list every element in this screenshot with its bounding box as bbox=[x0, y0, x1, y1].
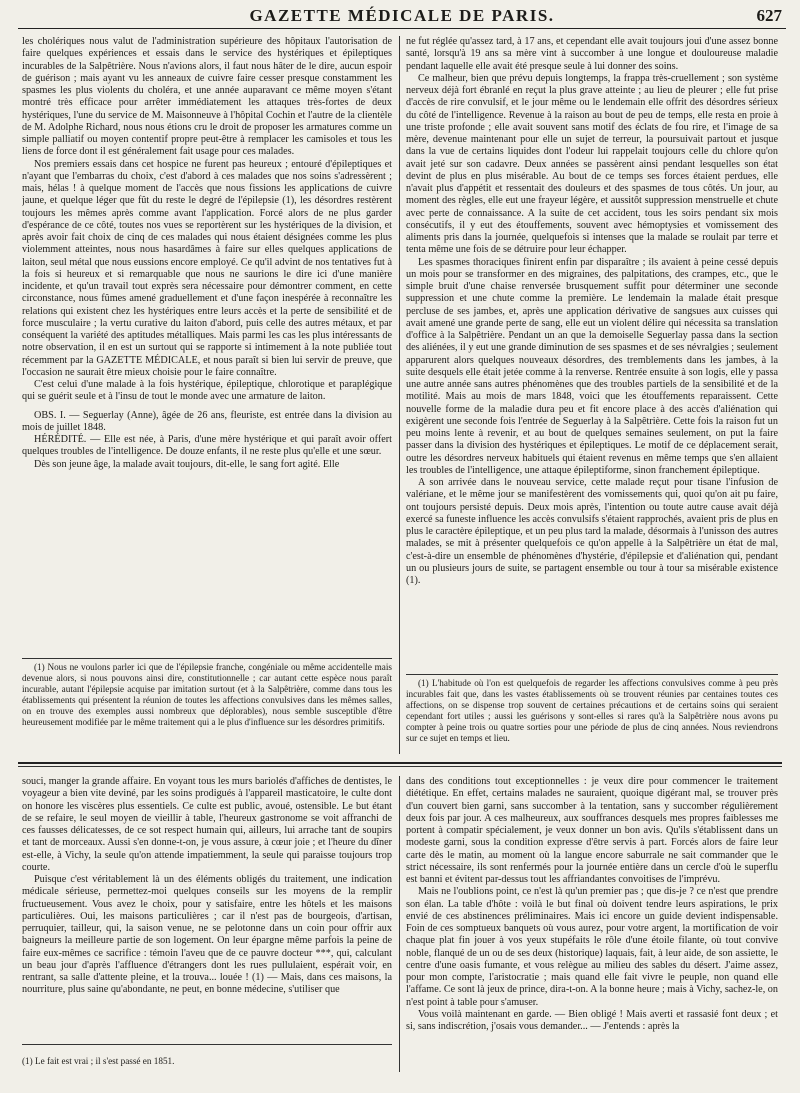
paragraph: souci, manger la grande affaire. En voyant tous les murs bariolés d'affiches de dentistes, le voyageur a bien vite deviné, par les soins prodigués à l'appareil masticatoire, le culte dont on honore les viscères plus essentiels. Ce culte est public, avoué, ostensible. Le but étant de se refaire, le seul moyen de vieillir à table, l'heureux gastronome se voit affranchi de ces fausses délicatesses, de ce sot respect humain qui, ailleurs, lui arrache tant de soupirs et tant de morceaux. Aussi s'en donne-t-on, je vous assure, à cœur joie ; et l'heure du dîner est-elle, à Vichy, la seule qu'on attende impatiemment, la seule qui paraisse toujours trop courte. bbox=[22, 776, 392, 873]
footnote: (1) Le fait est vrai ; il s'est passé en 1851. bbox=[22, 1056, 175, 1066]
section-separator-thin bbox=[18, 766, 782, 767]
section-separator bbox=[18, 762, 782, 764]
top-right-footnote bbox=[406, 678, 778, 754]
page-number: 627 bbox=[756, 6, 782, 25]
bottom-left-column bbox=[22, 776, 392, 1036]
bottom-right-column bbox=[406, 776, 778, 1072]
footnote-divider-bottom-left bbox=[22, 1044, 392, 1045]
top-left-footnote bbox=[22, 662, 392, 754]
paragraph: Mais ne l'oublions point, ce n'est là qu'un premier pas ; que dis-je ? ce n'est que prendre son élan. La table d'hôte : voilà le but final où doivent tendre leurs aspirations, le prix envié de ces abstinences préliminaires. Mais ici encore un guide devient indispensable. Foin de ces somptueux banquets où vous aurez, pour votre argent, la mortification de voir chaque plat fin jouer à vos yeux stupéfaits le rôle d'une étoile filante, où tout convive noble, flanqué de un ou de ses deux (historique) laquais, fait, à leur aide, de son assiette, le centre d'une oasis fumante, et vous relègue au milieu des sables du désert. J'aime assez, pour mon compte, l'aristocratie ; mais quand elle fait vivre le peuple, non quand elle l'affame. Ce sont là jeux de prince, dira-t-on. A la bonne heure ; mais à Vichy, sachez-le, on n'est point à table pour s'amuser. bbox=[406, 886, 778, 1008]
paragraph: ne fut réglée qu'assez tard, à 17 ans, et cependant elle avait toujours joui d'une assez bonne santé, lorsqu'à 19 ans sa mère vint à succomber à une longue et douloureuse maladie pendant laquelle elle avait été presque seule à lui donner des soins. bbox=[406, 36, 778, 72]
journal-title: GAZETTE MÉDICALE DE PARIS. bbox=[249, 6, 555, 25]
footnote: (1) Nous ne voulons parler ici que de l'épilepsie franche, congéniale ou même accidentelle mais devenue alors, si nous pouvons ainsi dire, constitutionnelle ; car autant cette espèce nous paraît incurable, autant l'épilepsie acquise par imitation surtout (et à la Salpêtrière, comme dans tous les établissements qui présentent la réunion de toutes les affections convulsives dans les mêmes salles, on en trouve des exemples aussi nombreux que déplorables), nous semble susceptible d'être heureusement modifiée par le même traitement qui a le plus d'influence sur les désordres primitifs. bbox=[22, 662, 392, 727]
paragraph: dans des conditions tout exceptionnelles : je veux dire pour commencer le traitement diététique. En effet, certains malades ne sauraient, quoique digérant mal, se trouver près d'un couvert bien garni, sans succomber à la tentation, sans y succomber régulièrement deux fois par jour. A ces malheureux, aux souffrances desquels mes propres faiblesses me portent à compatir spécialement, je veux donner un bon avis. Qu'ils s'établissent dans un modeste garni, sous la condition expresse d'être servis à part. Forcés alors de faire leur carte dès le matin, au moment où la langue encore saburrale ne sait commander que le strict nécessaire, ils sont renfermés pour la journée entière dans un cercle d'où le superflu est banni et évitent par-dessus tout les affriandantes convoitises de l'imprévu. bbox=[406, 776, 778, 885]
paragraph: Puisque c'est véritablement là un des éléments obligés du traitement, une indication médicale sérieuse, permettez-moi quelques conseils sur les moyens de la remplir fructueusement. Vous avez le choix, pour y satisfaire, entre les hôtels et les maisons particulières. Oui, les maisons particulières ; car il n'est pas de bourgeois, d'artisan, perruquier, tailleur, qui, la saison venue, ne se pelotonne dans un coin pour offrir aux baigneurs la meilleure partie de son logement. On leur épargne même parfois la peine de faire eux-mêmes ce sacrifice : témoin l'aveu que de ce pauvre docteur ***, qui, calculant un beau jour d'après l'affluence d'étrangers dont les rues pullulaient, espérait voir, en rentrant, sa salle d'attente pleine, et la trouva... louée ! (1) — Mais, dans ces maisons, la nourriture, plus saine qu'abondante, ne peut, en bonne médecine, s'utiliser que bbox=[22, 874, 392, 996]
column-divider-top bbox=[399, 36, 400, 754]
footnote: (1) L'habitude où l'on est quelquefois de regarder les affections convulsives comme à peu près incurables fait que, dans les vastes établissements où se trouvent réunies par centaines toutes ces affections, on se dispense trop souvent de certaines précautions et de certains soins qui seraient cependant fort utiles ; aussi les guérisons y sont-elles si rares qu'à la Salpêtrière nous avons pu compter à peine trois ou quatre sorties pour une période de plus de cinq années. Nous reviendrons sur ce sujet en temps et lieu. bbox=[406, 678, 778, 743]
observation-heading: OBS. I. — Seguerlay (Anne), âgée de 26 ans, fleuriste, est entrée dans la division au mois de juillet 1848. bbox=[22, 409, 392, 433]
bottom-left-footnote bbox=[22, 1056, 392, 1072]
paragraph: Ce malheur, bien que prévu depuis longtemps, la frappa très-cruellement ; son système nerveux déjà fort ébranlé en reçut la plus grave atteinte ; au lieu de pleurer ; elle fut prise d'accès de rire convulsif, et le jour même ou le lendemain elle offrit des désordres sérieux du côté de l'intelligence. Revenue à la raison au bout de peu de temps, elle resta en proie à une triste profonde ; elle avait souvent sans motif des éclats de fou rire, et l'image de sa mère, devenue maintenant pour elle un sujet de terreur, la poursuivait partout et jusque dans la vue de certains liquides dont l'odeur lui rappelait toujours celle du chlore qu'on avait jeté sur son cadavre. Deux années se passèrent ainsi pendant lesquelles son état devint de plus en plus misérable. Au bout de ce temps ses forces étaient perdues, elle n'avait plus d'appétit et ressentait des douleurs et des spasmes de tous côtés. Un jour, au moment des règles, elle eut une frayeur légère, et aussitôt suppression menstruelle et chute avec perte de connaissance. A la suite de cet accident, tous les soirs pendant six mois consécutifs, il y eut des étouffements, souvent avec hémoptysies et vomissement des aliments pris dans la journée, quelquefois si intenses que la malade se roulait par terre et tenta même une fois de se détruire pour leur échapper. bbox=[406, 72, 778, 256]
paragraph: Les spasmes thoraciques finirent enfin par disparaître ; ils avaient à peine cessé depuis un mois pour se transformer en des migraines, des palpitations, des crampes, etc., que le simple bruit d'une chaise renversée brusquement suffit pour déterminer une seconde suppression et une chute comme la première. Le lendemain la malade était presque percluse de ses jambes, et, après une application dérivative de sangsues aux cuisses qui avait amené une grande perte de sang, elle eut un violent délire qui nécessita sa translation d'office à la Salpêtrière. Pendant un an que la demoiselle Seguerlay passa dans la section des aliénées, il y eut une grande diminution de ses spasmes et de ses névralgies ; seulement apparurent alors quelques nouveaux désordres, des tremblements dans les jambes, à la suite desquels elle était jetée comme à la renverse. Rentrée ensuite à son logis, elle y passa une autre année sans autres phénomènes que des troubles partiels de la sensibilité et de la motilité. Mais au mois de mars 1848, voici que les étouffements reparaissent. Cette nouvelle forme de la maladie dura peu et fit encore place à des accès d'aliénation qui exigèrent une seconde fois l'entrée de Seguerlay à la Salpêtrière. Cette fois la raison fut un peu moins lente à revenir, et au bout de quelques semaines seulement, on put la faire passer dans la division des hystériques et épileptiques. Le motif de ce déplacement serait, outre les désordres nerveux habituels qui étaient revenus en même temps que s'en allaient les troubles de l'intelligence, une attaque épileptiforme, sinon franchement épileptique. bbox=[406, 256, 778, 476]
heredite-paragraph: HÉRÉDITÉ. — Elle est née, à Paris, d'une mère hystérique et qui paraît avoir offert quelques troubles de l'intelligence. De douze enfants, il ne reste plus qu'elle et une sœur. bbox=[22, 434, 392, 458]
column-divider-bottom bbox=[399, 776, 400, 1072]
footnote-divider-right bbox=[406, 674, 778, 675]
footnote-divider-left bbox=[22, 658, 392, 659]
paragraph: Vous voilà maintenant en garde. — Bien obligé ! Mais averti et rassasié font deux ; et si, sans indiscrétion, j'osais vous demander... — J'entends : après la bbox=[406, 1008, 778, 1032]
paragraph: les cholériques nous valut de l'administration supérieure des hôpitaux l'autorisation de faire quelques expériences et essais dans le service des hystériques et épileptiques incurables de la Salpêtrière. Nous n'avions alors, il faut nous hâter de le dire, aucun espoir de guérison ; mais ayant vu les anneaux de cuivre faire cesser presque constamment les spasmes les plus violents du choléra, et une année auparavant ce même moyen s'étant montré très efficace pour arrêter immédiatement les attaques très-fortes de deux hystériques, l'une du service de M. Maisonneuve à l'hôpital Cochin et l'autre de la clientèle de M. Adolphe Richard, nous nous étions cru le droit de proposer les armatures comme un simple palliatif ou moyen contentif propre peut-être à remplacer les camisoles et tous les liens de force dont il est généralement fait usage pour ces malades. bbox=[22, 36, 392, 158]
top-left-column bbox=[22, 36, 392, 657]
paragraph: Dès son jeune âge, la malade avait toujours, dit-elle, le sang fort agité. Elle bbox=[34, 458, 340, 470]
page-header bbox=[18, 4, 786, 29]
top-right-column bbox=[406, 36, 778, 673]
paragraph: A son arrivée dans le nouveau service, cette malade reçut pour tisane l'infusion de valériane, et le même jour se manifestèrent des vomissements qui, quoi qu'on ait pu faire, ont toujours persisté depuis. Deux mois après, l'intention ou toute autre cause avait déjà exercé sa funeste influence les accès convulsifs s'étaient rapprochés, avaient pris de plus en plus le caractère épileptique, et un peu plus tard la malade, désormais à l'unisson des autres malades, se mit à présenter quelquefois ce qu'on appelle à la Salpêtrière un état de mal, c'est-à-dire un ensemble de phénomènes d'hystérie, d'épilepsie et d'aliénation qui, pendant un ou plusieurs jours de suite, se partagent ensemble ou tour à tour sa misérable existence (1). bbox=[406, 477, 778, 586]
paragraph: Nos premiers essais dans cet hospice ne furent pas heureux ; entouré d'épileptiques et n'ayant que l'embarras du choix, c'est d'abord à ces malades que nos soins s'adressèrent ; mais, hélas ! à quelque moment de l'accès que nous fissions les applications de cuivre jaune, et quelque léger que fût du reste le degré de l'épilepsie (1), les désordres restèrent toujours les mêmes après comme avant l'application. Forcé alors de ne plus garder d'espérance de ce côté, toutes nos vues se reportèrent sur les hystériques de la division, et après avoir fait choix de cinq de ces malades qui nous étaient désignées comme les plus violemment atteintes, nous nous hasardâmes à faire sur elles quelques applications de laiton, seul métal que nous eussions encore employé. Ce qu'il advint de nos tentatives fut à la fois si heureux et si remarquable que nous ne saurions le dire ici d'une manière incidente, et qu'un travail tout exprès sera nécessaire pour démontrer comment, en cette circonstance, nous fûmes amené graduellement et d'une façon inespérée à reconnaître les relations qui existent chez les hystériques entre leurs accès et la perte de sensibilité et de force musculaire ; la vertu curative du laiton d'abord, puis celle des autres métaux, et par conséquent la variété des aptitudes métalliques. Mais parmi les cas les plus intéressants de notre observation, il en est un surtout qui se rapporte si intimement à la note publiée tout récemment par la GAZETTE MÉDICALE, et nous paraît si bien lui servir de preuve, que l'occasion ne saurait être mieux choisie pour le faire connaître. bbox=[22, 158, 392, 378]
paragraph: C'est celui d'une malade à la fois hystérique, épileptique, chlorotique et paraplégique qui se guérit seule et à l'insu de tout le monde avec une armature de laiton. bbox=[22, 379, 392, 403]
